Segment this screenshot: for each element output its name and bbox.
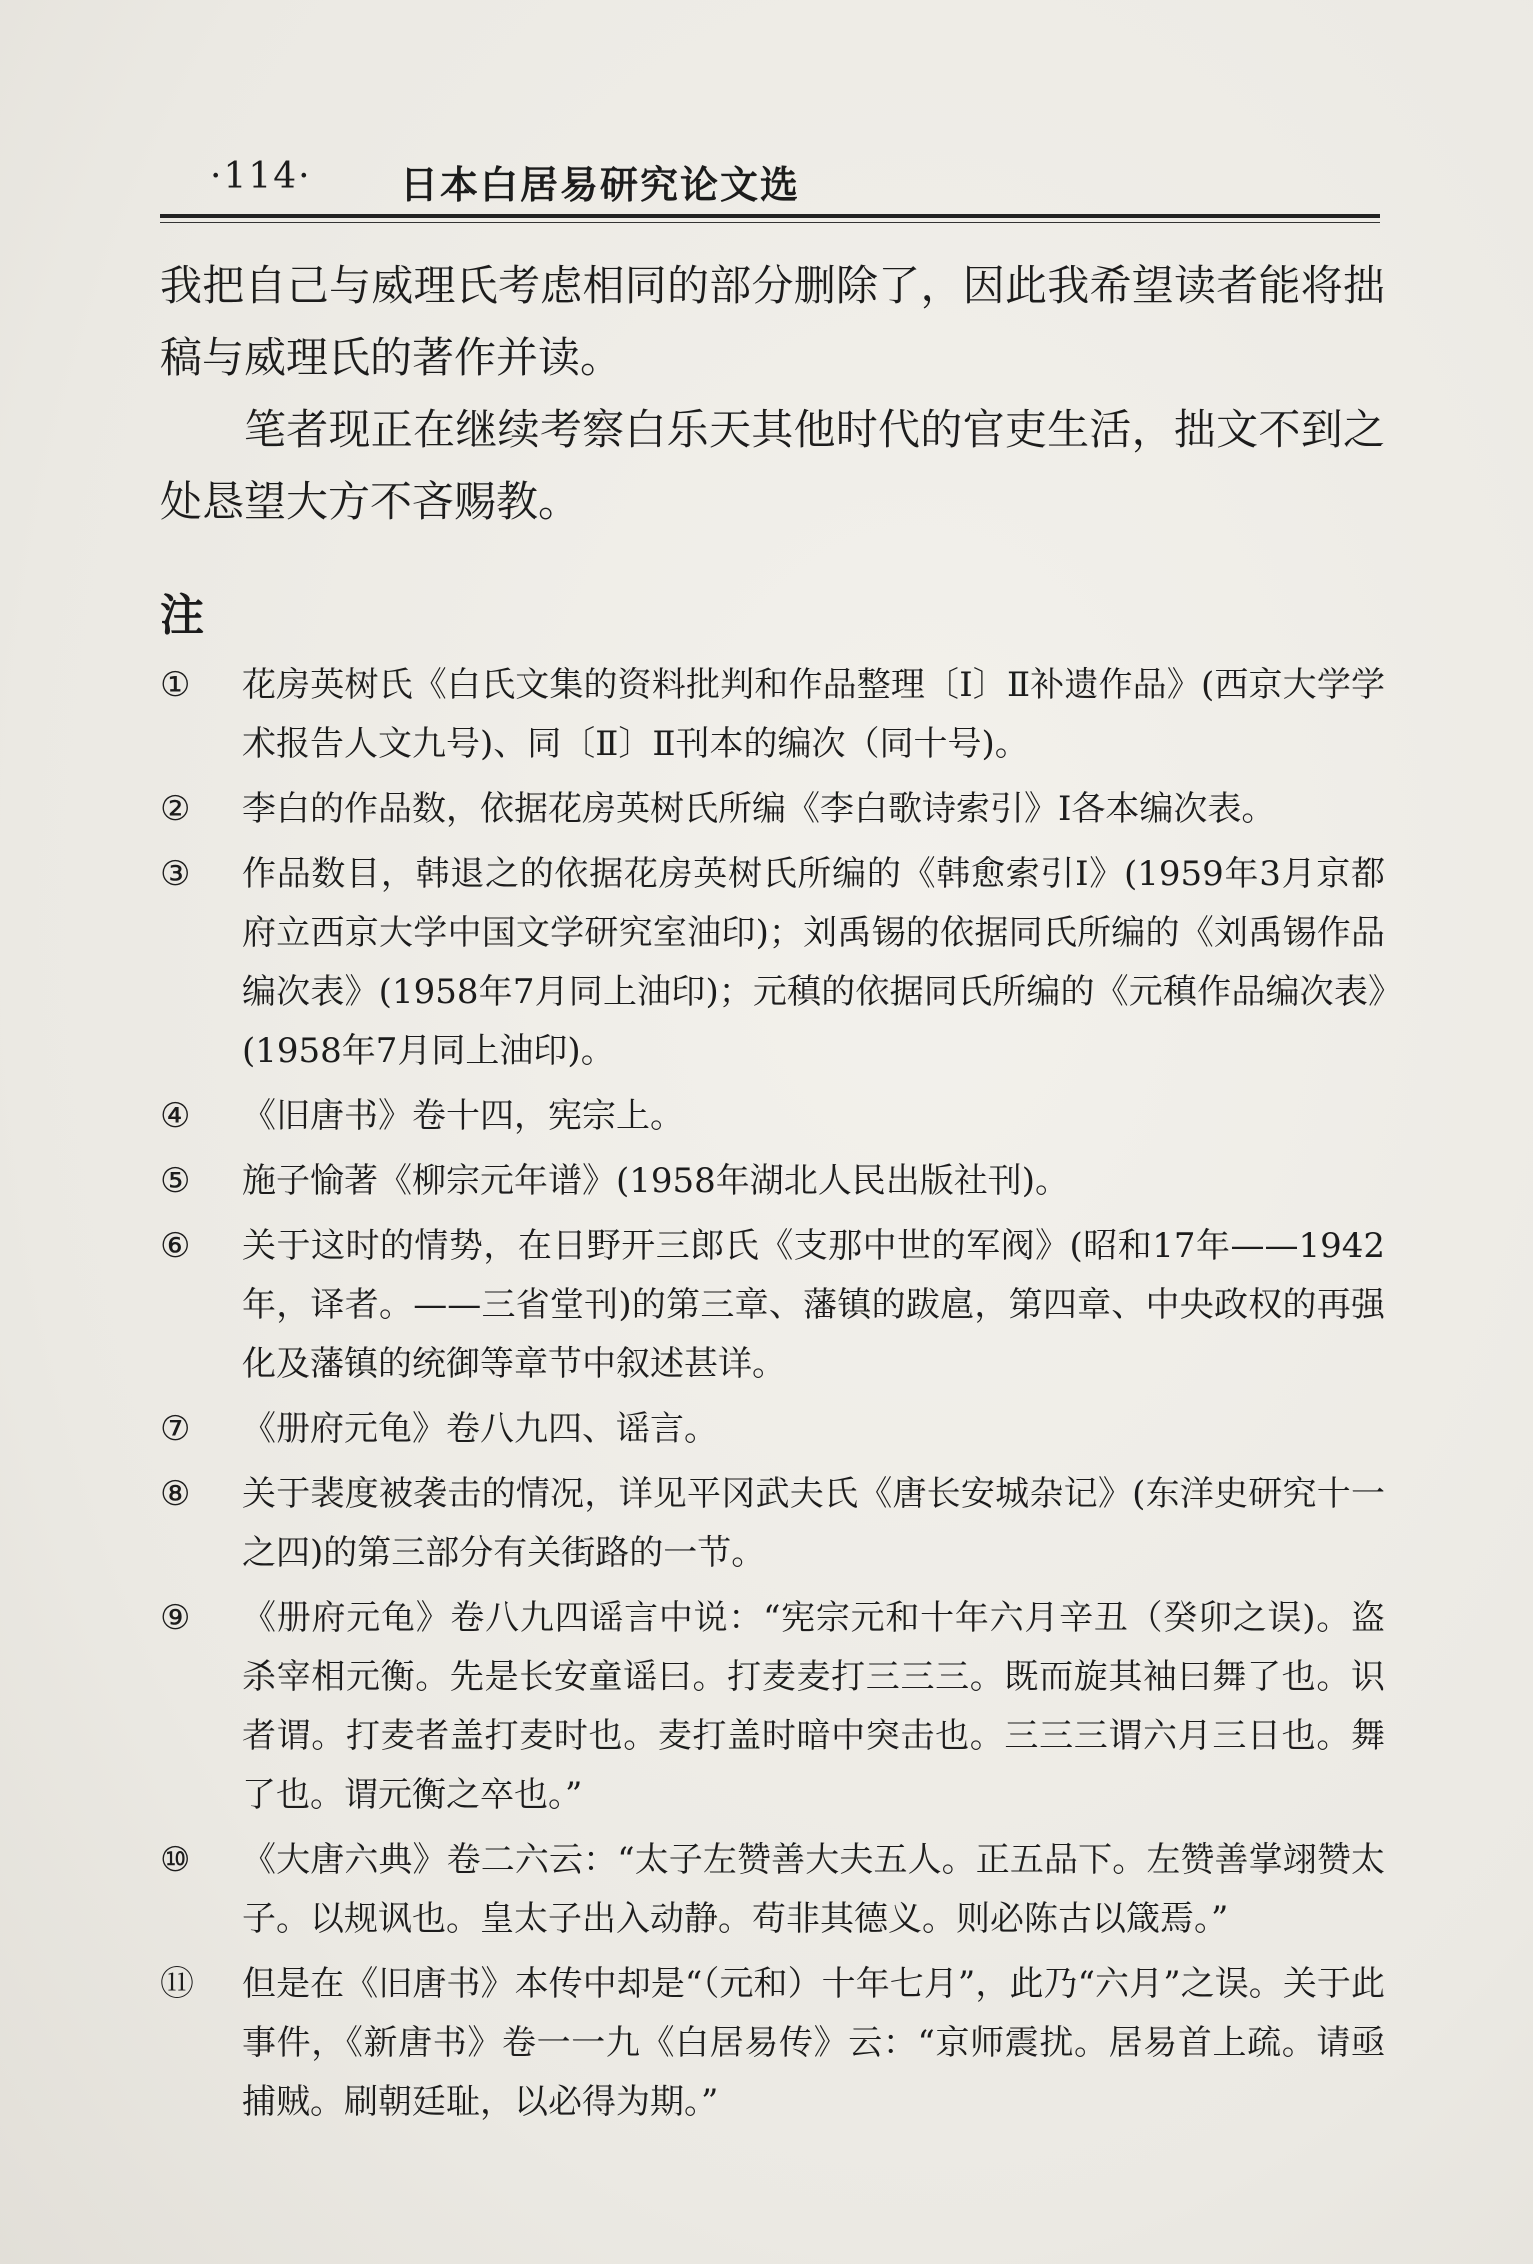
note-item [160, 1400, 1385, 1459]
header-rule-thin [160, 222, 1380, 223]
note-item [160, 1087, 1385, 1146]
note-number: ① [160, 665, 191, 705]
note-text: 关于裴度被袭击的情况，详见平冈武夫氏《唐长安城杂记》(东洋史研究十一之四)的第三部分有关街路的一节。 [242, 1474, 1385, 1573]
header-rule-thick [160, 214, 1380, 218]
note-number: ④ [160, 1096, 191, 1136]
page-number: ·114· [210, 156, 312, 197]
note-number: ⑨ [160, 1598, 191, 1638]
running-title: 日本白居易研究论文选 [400, 163, 801, 207]
note-text: 《册府元龟》卷八九四谣言中说：“宪宗元和十年六月辛丑（癸卯之误)。盗杀宰相元衡。先是长安童谣曰。打麦麦打三三三。既而旋其袖曰舞了也。识者谓。打麦者盖打麦时也。麦打盖时暗中突击也。三三三谓六月三日也。舞了也。谓元衡之卒也。” [242, 1598, 1385, 1815]
note-number: ⑧ [160, 1474, 191, 1514]
note-text: 李白的作品数，依据花房英树氏所编《李白歌诗索引》Ⅰ各本编次表。 [242, 789, 1276, 829]
note-text: 但是在《旧唐书》本传中却是“（元和）十年七月”，此乃“六月”之误。关于此事件，《新唐书》卷一一九《白居易传》云：“京师震扰。居易首上疏。请亟捕贼。刷朝廷耻，以必得为期。” [242, 1964, 1385, 2122]
note-text: 作品数目，韩退之的依据花房英树氏所编的《韩愈索引Ⅰ》(1959年3月京都府立西京大学中国文学研究室油印)；刘禹锡的依据同氏所编的《刘禹锡作品编次表》(1958年7月同上油印)；元稹的依据同氏所编的《元稹作品编次表》(1958年7月同上油印)。 [242, 854, 1385, 1071]
note-text: 施子愉著《柳宗元年谱》(1958年湖北人民出版社刊)。 [242, 1161, 1070, 1201]
body-paragraph: 笔者现正在继续考察白乐天其他时代的官吏生活，拙文不到之处恳望大方不吝赐教。 [160, 405, 1385, 526]
note-item [160, 1217, 1385, 1394]
note-text: 《旧唐书》卷十四，宪宗上。 [242, 1096, 684, 1136]
note-item [160, 1955, 1385, 2132]
note-item [160, 1831, 1385, 1949]
note-text: 关于这时的情势，在日野开三郎氏《支那中世的军阀》(昭和17年——1942年，译者。——三省堂刊)的第三章、藩镇的跋扈，第四章、中央政权的再强化及藩镇的统御等章节中叙述甚详。 [242, 1226, 1385, 1384]
note-number: ⑤ [160, 1161, 191, 1201]
note-item [160, 1589, 1385, 1825]
note-number: ③ [160, 854, 191, 894]
note-text: 《大唐六典》卷二六云：“太子左赞善大夫五人。正五品下。左赞善掌翊赞太子。以规讽也。皇太子出入动静。苟非其德义。则必陈古以箴焉。” [242, 1840, 1385, 1939]
note-number: ⑥ [160, 1226, 191, 1266]
note-number: ② [160, 789, 191, 829]
note-item [160, 656, 1385, 774]
note-text: 《册府元龟》卷八九四、谣言。 [242, 1409, 718, 1449]
note-number: ⑦ [160, 1409, 191, 1449]
note-item [160, 1465, 1385, 1583]
note-item [160, 780, 1385, 839]
page-body [160, 250, 1385, 2138]
page-header [210, 150, 1380, 210]
note-text: 花房英树氏《白氏文集的资料批判和作品整理〔Ⅰ〕Ⅱ补遗作品》(西京大学学术报告人文九号)、同〔Ⅱ〕Ⅱ刊本的编次（同十号)。 [242, 665, 1385, 764]
note-number: ⑩ [160, 1840, 191, 1880]
notes-heading: 注 [160, 590, 204, 641]
notes-list [160, 656, 1385, 2132]
note-number: ⑪ [160, 1964, 194, 2004]
note-item [160, 1152, 1385, 1211]
note-item [160, 845, 1385, 1081]
body-paragraph: 我把自己与威理氏考虑相同的部分删除了，因此我希望读者能将拙稿与威理氏的著作并读。 [160, 261, 1385, 382]
